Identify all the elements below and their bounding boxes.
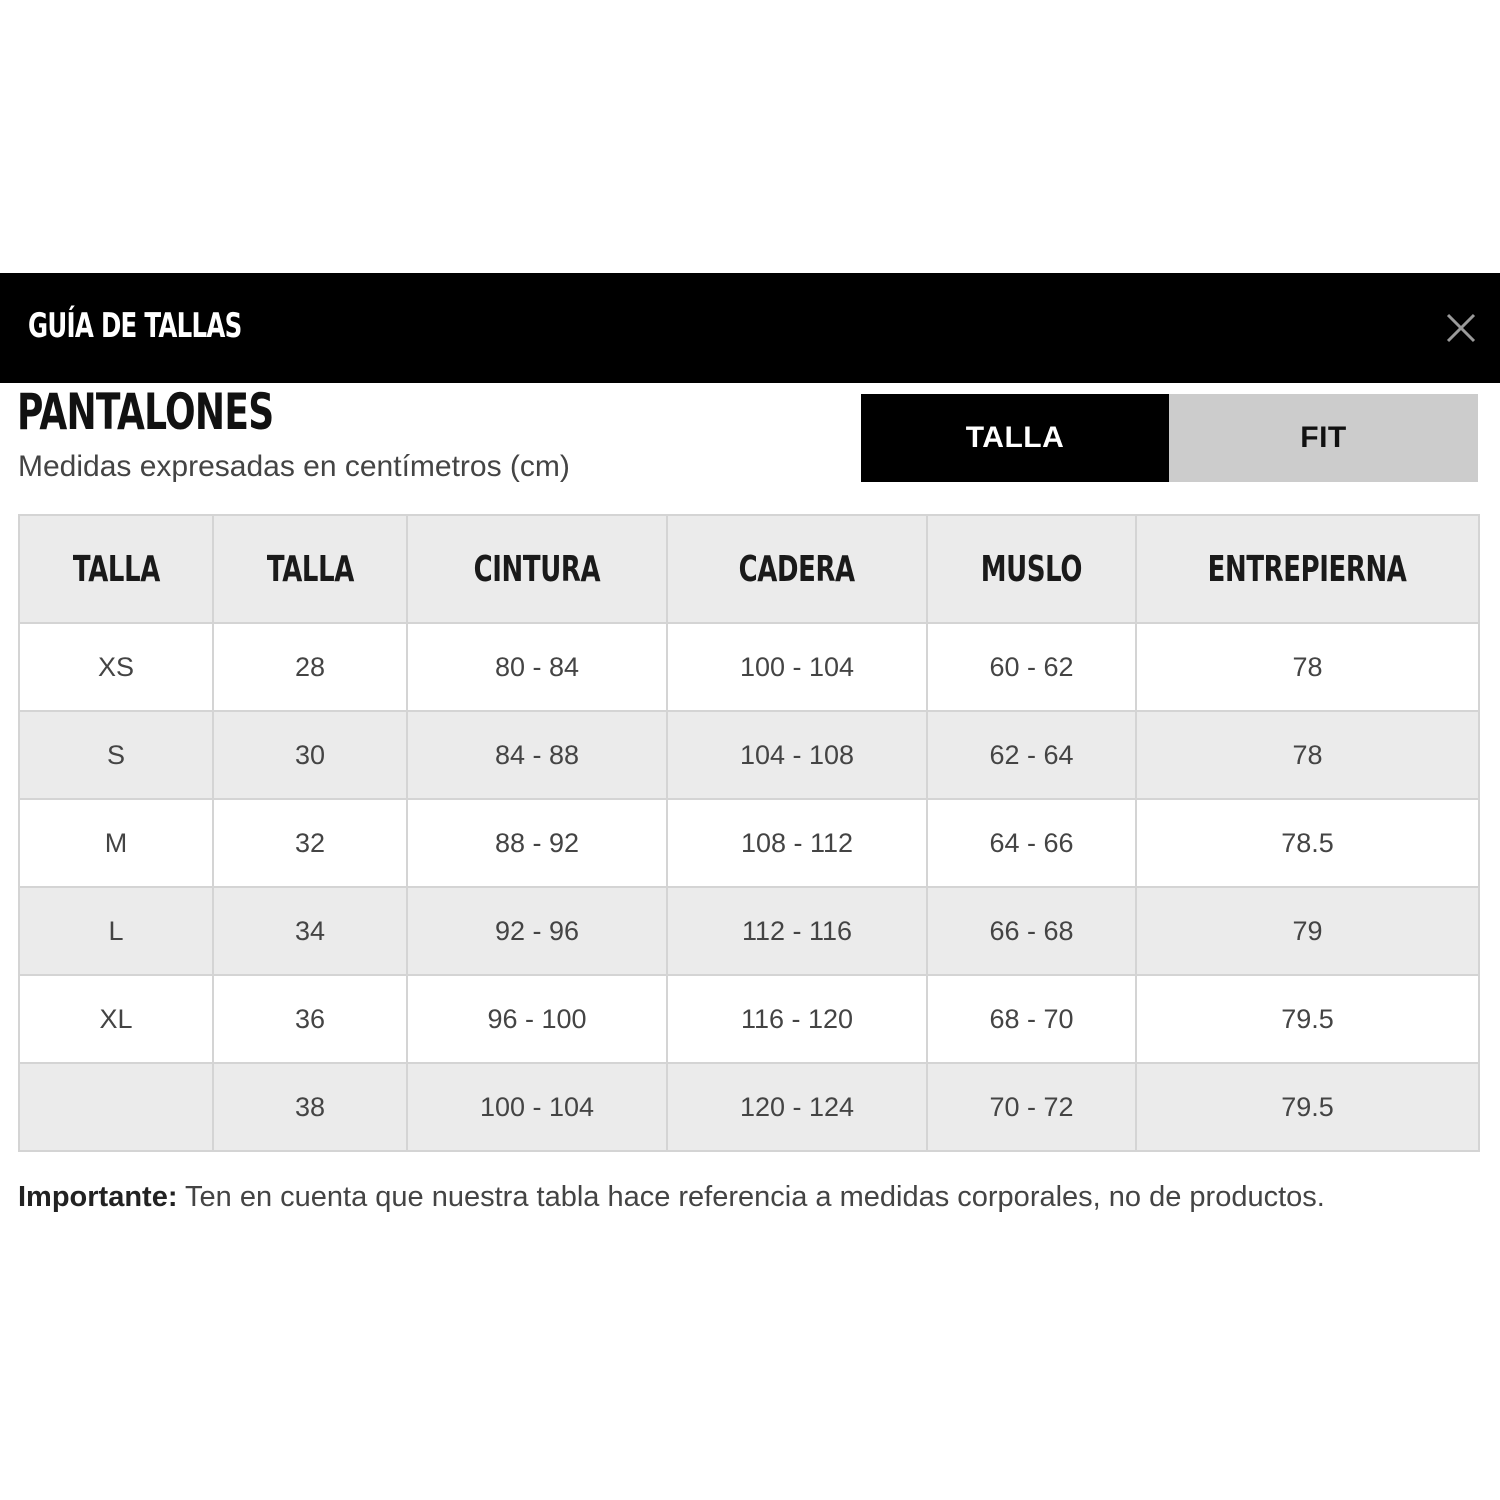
- table-cell: L: [19, 887, 213, 975]
- table-cell: 78: [1136, 711, 1479, 799]
- table-cell: 30: [213, 711, 407, 799]
- size-table: [18, 514, 1480, 1152]
- table-header-row: [19, 515, 1479, 623]
- table-cell: 38: [213, 1063, 407, 1151]
- section-title: PANTALONES: [17, 383, 274, 441]
- table-row: [19, 799, 1479, 887]
- table-cell: 96 - 100: [407, 975, 667, 1063]
- column-header-entrepierna: ENTREPIERNA: [1136, 515, 1479, 623]
- table-cell: 64 - 66: [927, 799, 1136, 887]
- close-button[interactable]: [1440, 307, 1482, 349]
- table-cell: 116 - 120: [667, 975, 927, 1063]
- table-cell: M: [19, 799, 213, 887]
- table-row: [19, 623, 1479, 711]
- table-cell: 80 - 84: [407, 623, 667, 711]
- column-header-cintura: CINTURA: [407, 515, 667, 623]
- close-icon: [1440, 307, 1482, 349]
- table-cell: 108 - 112: [667, 799, 927, 887]
- table-cell: 104 - 108: [667, 711, 927, 799]
- table-cell: 28: [213, 623, 407, 711]
- modal-header: [0, 273, 1500, 383]
- table-cell: 60 - 62: [927, 623, 1136, 711]
- table-cell: 120 - 124: [667, 1063, 927, 1151]
- tab-fit[interactable]: FIT: [1169, 394, 1478, 482]
- table-row: [19, 975, 1479, 1063]
- table-cell: 66 - 68: [927, 887, 1136, 975]
- table-row: [19, 711, 1479, 799]
- column-header-muslo: MUSLO: [927, 515, 1136, 623]
- table-cell: 68 - 70: [927, 975, 1136, 1063]
- section-subtitle: Medidas expresadas en centímetros (cm): [18, 450, 570, 483]
- important-note-label: Importante:: [18, 1181, 178, 1213]
- column-header-cadera: CADERA: [667, 515, 927, 623]
- table-cell: XL: [19, 975, 213, 1063]
- table-cell: 92 - 96: [407, 887, 667, 975]
- table-cell: 36: [213, 975, 407, 1063]
- table-cell: 79: [1136, 887, 1479, 975]
- table-cell: 70 - 72: [927, 1063, 1136, 1151]
- table-row: [19, 1063, 1479, 1151]
- important-note: [18, 1178, 1325, 1216]
- table-cell: 84 - 88: [407, 711, 667, 799]
- table-cell: S: [19, 711, 213, 799]
- table-cell: 62 - 64: [927, 711, 1136, 799]
- table-cell: 100 - 104: [407, 1063, 667, 1151]
- table-cell: XS: [19, 623, 213, 711]
- column-header-talla-number: TALLA: [213, 515, 407, 623]
- tab-talla[interactable]: TALLA: [861, 394, 1169, 482]
- important-note-text: Ten en cuenta que nuestra tabla hace referencia a medidas corporales, no de productos.: [177, 1181, 1325, 1213]
- table-cell: 79.5: [1136, 975, 1479, 1063]
- table-cell: 112 - 116: [667, 887, 927, 975]
- table-cell: 78: [1136, 623, 1479, 711]
- table-cell: 79.5: [1136, 1063, 1479, 1151]
- table-cell: 34: [213, 887, 407, 975]
- modal-title: GUÍA DE TALLAS: [28, 306, 242, 346]
- table-cell: 32: [213, 799, 407, 887]
- table-cell: 78.5: [1136, 799, 1479, 887]
- table-row: [19, 887, 1479, 975]
- column-header-talla-letter: TALLA: [19, 515, 213, 623]
- table-cell: 100 - 104: [667, 623, 927, 711]
- table-cell: 88 - 92: [407, 799, 667, 887]
- table-cell: [19, 1063, 213, 1151]
